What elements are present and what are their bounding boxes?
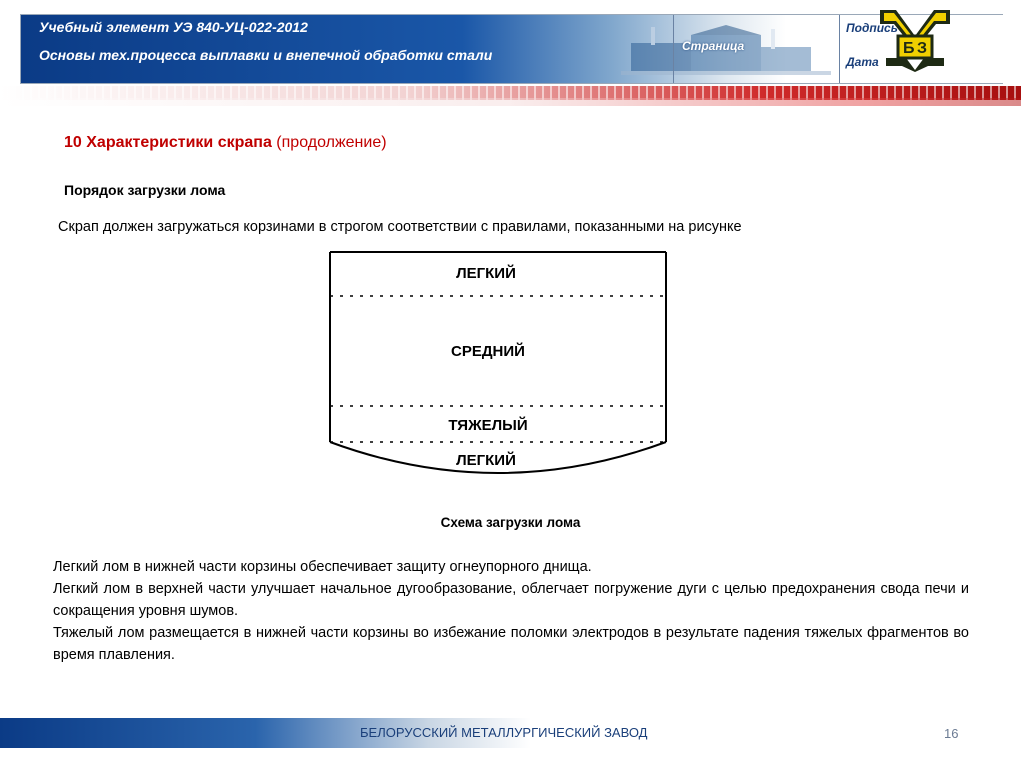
section-title-main: 10 Характеристики скрапа — [64, 134, 272, 151]
company-name: БЕЛОРУССКИЙ МЕТАЛЛУРГИЧЕСКИЙ ЗАВОД — [360, 725, 648, 740]
scrap-basket-diagram — [326, 246, 670, 482]
course-title: Основы тех.процесса выплавки и внепечной обработки стали — [39, 47, 493, 63]
layer-label-heavy: ТЯЖЕЛЫЙ — [448, 417, 528, 434]
bmz-logo-icon — [876, 6, 954, 74]
section-title — [64, 134, 387, 152]
diagram-caption: Схема загрузки лома — [440, 515, 581, 530]
learning-element-code: Учебный элемент УЭ 840-УЦ-022-2012 — [39, 19, 308, 35]
intro-text: Скрап должен загружаться корзинами в строгом соответствии с правилами, показанными на рисунке — [58, 219, 742, 235]
svg-text:Б: Б — [903, 40, 915, 57]
layer-label-medium: СРЕДНИЙ — [451, 343, 525, 360]
layer-label-bottom-light: ЛЕГКИЙ — [456, 452, 516, 469]
signature-label: Подпись — [846, 21, 898, 35]
svg-text:З: З — [917, 40, 928, 57]
date-label: Дата — [846, 55, 879, 69]
page-label: Страница — [682, 39, 745, 53]
explanation-text — [53, 556, 969, 666]
page-number: 16 — [944, 726, 959, 741]
ornament-band-shadow — [0, 98, 1021, 106]
header-title-cell — [21, 15, 671, 83]
layer-label-top-light: ЛЕГКИЙ — [456, 265, 516, 282]
paragraph-heavy: Тяжелый лом размещается в нижней части корзины во избежание поломки электродов в результате падения тяжелых фрагментов во время плавления. — [53, 625, 969, 663]
section-title-suffix: (продолжение) — [276, 134, 387, 151]
paragraph-top-light: Легкий лом в верхней части улучшает начальное дугообразование, облегчает погружение дуги с целью предохранения свода печи и сокращения уровня шумов. — [53, 581, 969, 619]
header-page-cell — [673, 15, 839, 83]
section-subtitle: Порядок загрузки лома — [64, 182, 226, 198]
document-header — [20, 14, 1003, 84]
paragraph-bottom-light: Легкий лом в нижней части корзины обеспечивает защиту огнеупорного днища. — [53, 559, 592, 575]
